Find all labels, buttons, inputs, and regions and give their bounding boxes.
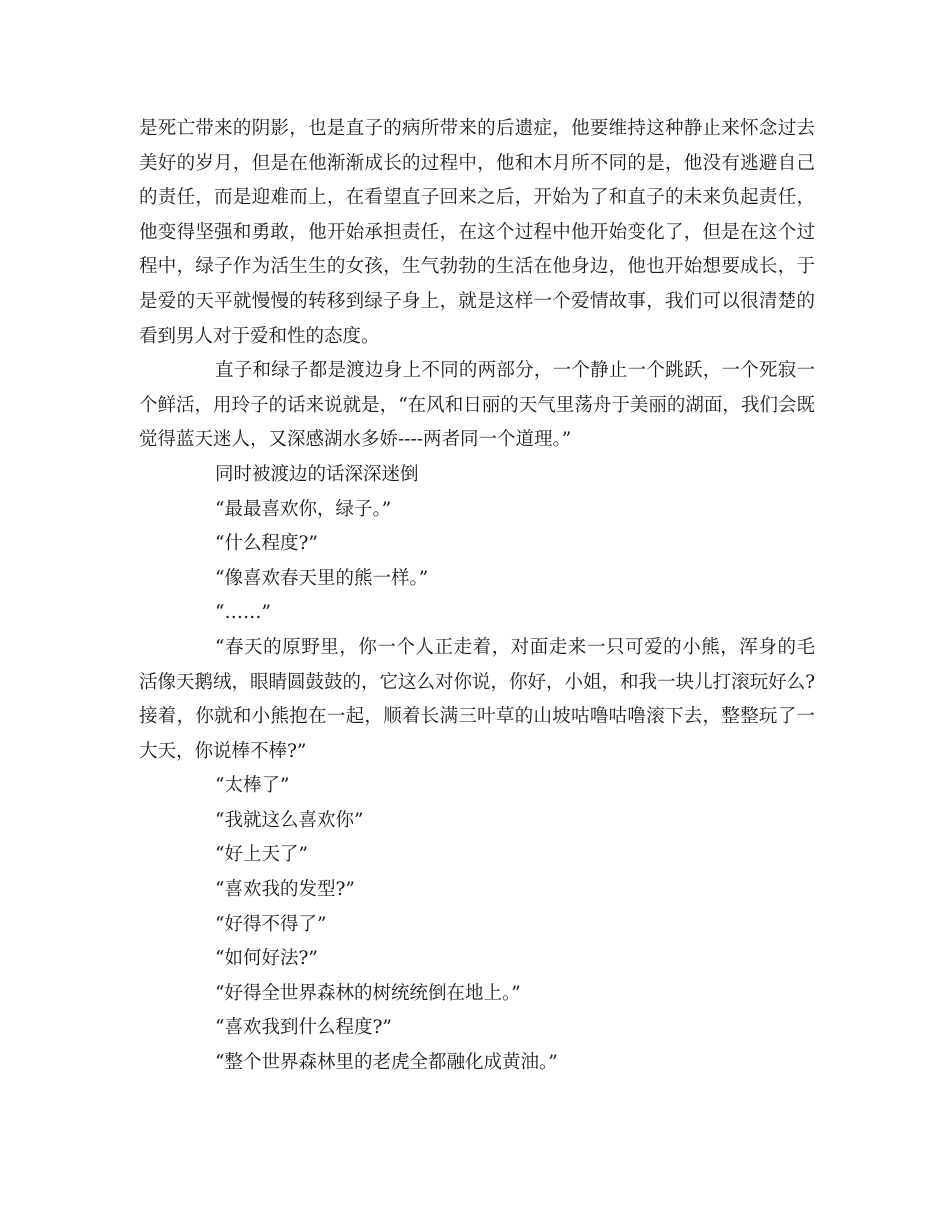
paragraph-intro: 是死亡带来的阴影，也是直子的病所带来的后遗症，他要维持这种静止来怀念过去美好的岁月，但是在他渐渐成长的过程中，他和木月所不同的是，他没有逃避自己的责任，而是迎难而上，在看望直子回来之后，开始为了和直子的未来负起责任，他变得坚强和勇敢，他开始承担责任，在这个过程中他开始变化了，但是在这个过程中，绿子作为活生生的女孩，生气勃勃的生活在他身边，他也开始想要成长，于是爱的天平就慢慢的转移到绿子身上，就是这样一个爱情故事，我们可以很清楚的看到男人对于爱和性的态度。 <box>139 118 815 347</box>
dialogue-line: “好上天了” <box>215 844 308 866</box>
dialogue-line: “像喜欢春天里的熊一样。” <box>215 567 429 589</box>
dialogue-line: “我就这么喜欢你” <box>215 809 364 831</box>
dialogue-line: “整个世界森林里的老虎全都融化成黄油。” <box>215 1052 558 1074</box>
paragraph-naoko-midori: 直子和绿子都是渡边身上不同的两部分，一个静止一个跳跃，一个死寂一个鲜活，用玲子的话来说就是，“在风和日丽的天气里荡舟于美丽的湖面，我们会既觉得蓝天迷人，又深感湖水多娇----两者同一个道理。” <box>139 360 815 451</box>
paragraph-spring-bear: “春天的原野里，你一个人正走着，对面走来一只可爱的小熊，浑身的毛活像天鹅绒，眼睛圆鼓鼓的，它这么对你说，你好，小姐，和我一块儿打滚玩好么?接着，你就和小熊抱在一起，顺着长满三叶草的山坡咕噜咕噜滚下去，整整玩了一大天，你说棒不棒?” <box>139 636 815 762</box>
dialogue-line: “喜欢我的发型?” <box>215 879 355 901</box>
dialogue-line: “喜欢我到什么程度?” <box>215 1017 392 1039</box>
text-line: 同时被渡边的话深深迷倒 <box>215 463 419 485</box>
dialogue-line: “……” <box>215 602 271 624</box>
dialogue-line: “如何好法?” <box>215 948 318 970</box>
dialogue-line: “最最喜欢你，绿子。” <box>215 498 392 520</box>
dialogue-line: “好得不得了” <box>215 913 327 935</box>
dialogue-line: “好得全世界森林的树统统倒在地上。” <box>215 982 521 1004</box>
document-body <box>139 112 815 1081</box>
dialogue-line: “什么程度?” <box>215 533 318 555</box>
dialogue-line: “太棒了” <box>215 775 290 797</box>
